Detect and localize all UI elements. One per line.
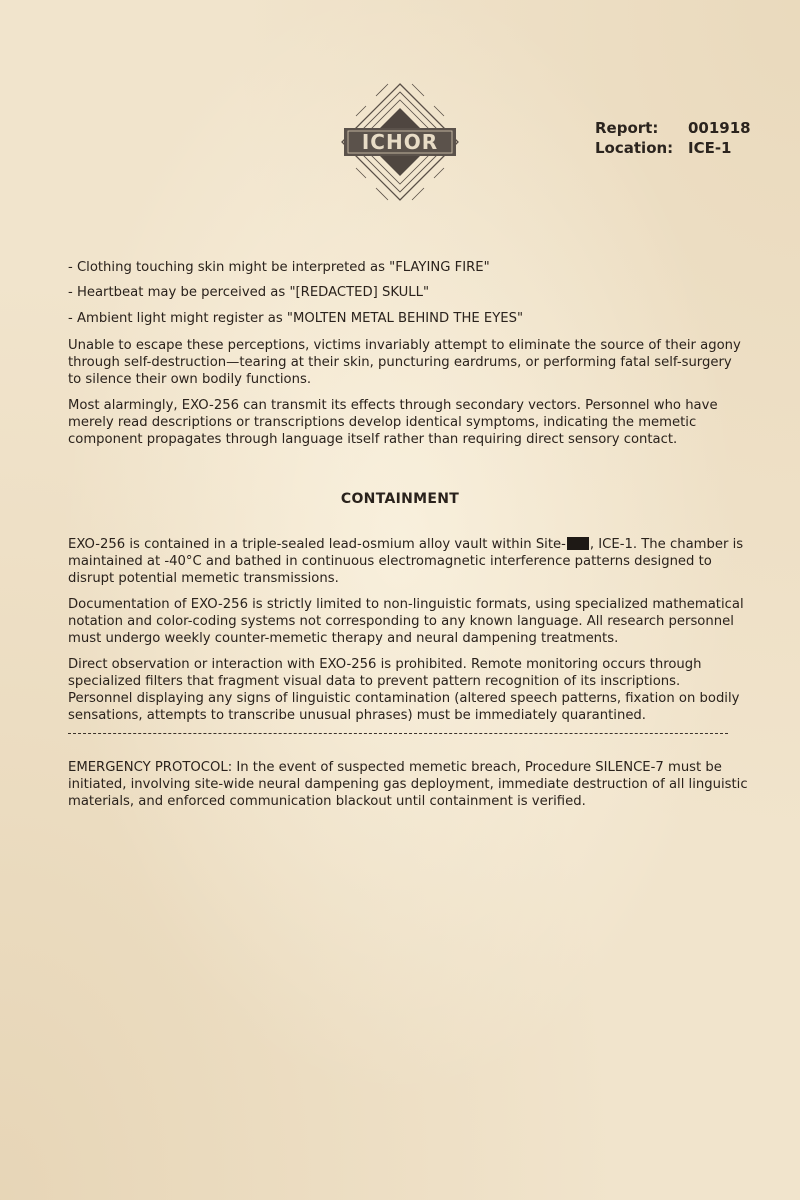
effect-item: - Ambient light might register as "MOLTEN METAL BEHIND THE EYES" [68, 311, 524, 326]
effect-item: - Heartbeat may be perceived as "[REDACTED] SKULL" [68, 285, 430, 300]
location-value: ICE-1 [688, 139, 732, 157]
report-meta [595, 118, 751, 158]
containment-heading: CONTAINMENT [340, 491, 460, 507]
location-label: Location: [595, 139, 674, 157]
containment-paragraph: Direct observation or interaction with EXO-256 is prohibited. Remote monitoring occurs through specialized filters that fragment visual data to prevent pattern recognition of its inscriptions. Personnel displaying any signs of linguistic contamination (altered speech patterns, fixation on bodily sensations, attempts to transcribe unusual phrases) must be immediately quarantined. [68, 657, 740, 723]
effect-item: - Clothing touching skin might be interpreted as "FLAYING FIRE" [68, 260, 490, 275]
containment-paragraph: Documentation of EXO-256 is strictly limited to non-linguistic formats, using specialized mathematical notation and color-coding systems not corresponding to any known language. All research personnel must undergo weekly counter-memetic therapy and neural dampening treatments. [68, 597, 744, 646]
report-number: 001918 [688, 119, 751, 137]
description-paragraph: Most alarmingly, EXO-256 can transmit its effects through secondary vectors. Personnel who have merely read descriptions or transcriptions develop identical symptoms, indicating the memetic component propagates through language itself rather than requiring direct sensory contact. [68, 398, 718, 447]
report-label: Report: [595, 119, 659, 137]
containment-paragraph: EXO-256 is contained in a triple-sealed lead-osmium alloy vault within Site- , ICE-1. The chamber is maintained at -40°C and bathed in continuous electromagnetic interference patterns designed to disrupt potential memetic transmissions. [68, 537, 744, 586]
emergency-protocol: EMERGENCY PROTOCOL: In the event of suspected memetic breach, Procedure SILENCE-7 must be initiated, involving site-wide neural dampening gas deployment, immediate destruction of all linguistic materials, and enforced communication blackout until containment is verified. [68, 760, 748, 809]
section-divider [68, 733, 728, 734]
redaction-bar [567, 537, 589, 550]
logo-text: ICHOR [361, 130, 439, 154]
ichor-logo [336, 82, 464, 202]
description-paragraph: Unable to escape these perceptions, victims invariably attempt to eliminate the source of their agony through self-destruction—tearing at their skin, puncturing eardrums, or performing fatal self-surgery to silence their own bodily functions. [68, 338, 741, 387]
